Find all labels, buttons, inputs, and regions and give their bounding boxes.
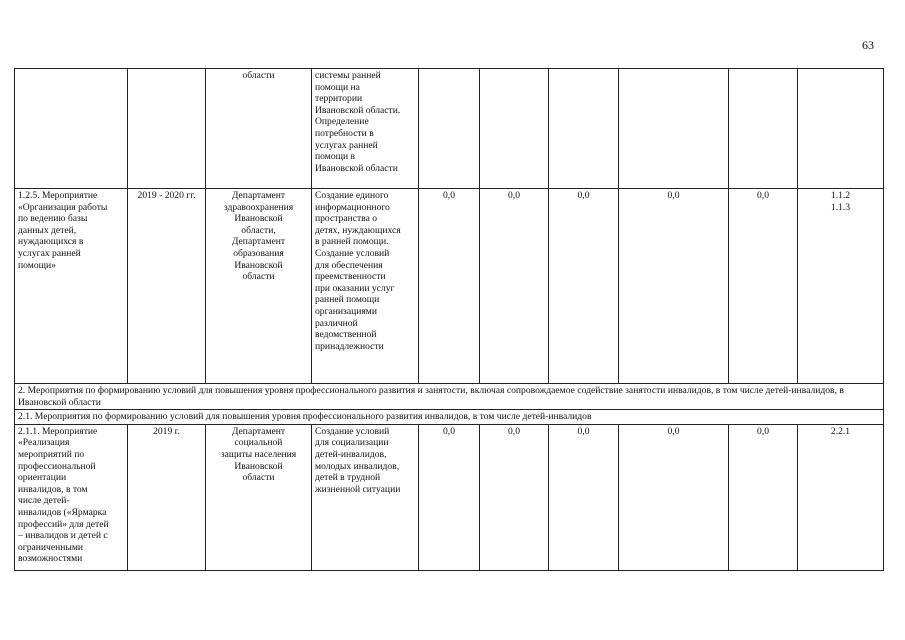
section-row — [15, 384, 884, 410]
value-cell — [619, 69, 729, 189]
value-cell: 0,0 — [729, 189, 798, 384]
executor-cell: Департамент здравоохранения Ивановской области, Департамент образования Ивановской области — [206, 189, 312, 384]
value-cell: 0,0 — [619, 189, 729, 384]
indicator-cell: 2.2.1 — [798, 424, 884, 570]
indicator-cell — [798, 69, 884, 189]
executor-cell: области — [206, 69, 312, 189]
period-cell: 2019 г. — [128, 424, 206, 570]
name-cell: 2.1.1. Мероприятие «Реализация мероприятий по профессиональной ориентации инвалидов, в том числе детей- инвалидов («Ярмарка профессий» для детей – инвалидов и детей с ограниченными возможностями — [15, 424, 128, 570]
subsection-row — [15, 410, 884, 425]
value-cell: 0,0 — [549, 189, 619, 384]
result-cell: системы ранней помощи на территории Ивановской области. Определение потребности в услугах ранней помощи в Ивановской области — [312, 69, 419, 189]
name-cell — [15, 69, 128, 189]
measures-table — [14, 68, 884, 571]
value-cell — [549, 69, 619, 189]
value-cell: 0,0 — [419, 189, 480, 384]
value-cell: 0,0 — [729, 424, 798, 570]
result-cell: Создание единого информационного пространства о детях, нуждающихся в ранней помощи. Создание условий для обеспечения преемственности при оказании услуг ранней помощи организациями различной ведомственной принадлежности — [312, 189, 419, 384]
period-cell — [128, 69, 206, 189]
result-cell: Создание условий для социализации детей-инвалидов, молодых инвалидов, детей в трудной жизненной ситуации — [312, 424, 419, 570]
value-cell: 0,0 — [419, 424, 480, 570]
name-cell: 1.2.5. Мероприятие «Организация работы по ведению базы данных детей, нуждающихся в услугах ранней помощи» — [15, 189, 128, 384]
value-cell: 0,0 — [619, 424, 729, 570]
period-cell: 2019 - 2020 гг. — [128, 189, 206, 384]
value-cell: 0,0 — [480, 189, 549, 384]
table-row — [15, 189, 884, 384]
page-number: 63 — [862, 38, 874, 52]
section-heading: 2. Мероприятия по формированию условий для повышения уровня профессионального развития и занятости, включая сопровождаемое содействие занятости инвалидов, в том числе детей-инвалидов, в Ивановской области — [15, 384, 884, 410]
executor-cell: Департамент социальной защиты населения Ивановской области — [206, 424, 312, 570]
value-cell: 0,0 — [480, 424, 549, 570]
table-row — [15, 69, 884, 189]
indicator-cell: 1.1.2 1.1.3 — [798, 189, 884, 384]
value-cell: 0,0 — [549, 424, 619, 570]
value-cell — [729, 69, 798, 189]
subsection-heading: 2.1. Мероприятия по формированию условий для повышения уровня профессионального развития инвалидов, в том числе детей-инвалидов — [15, 410, 884, 425]
value-cell — [480, 69, 549, 189]
value-cell — [419, 69, 480, 189]
table-row — [15, 424, 884, 570]
